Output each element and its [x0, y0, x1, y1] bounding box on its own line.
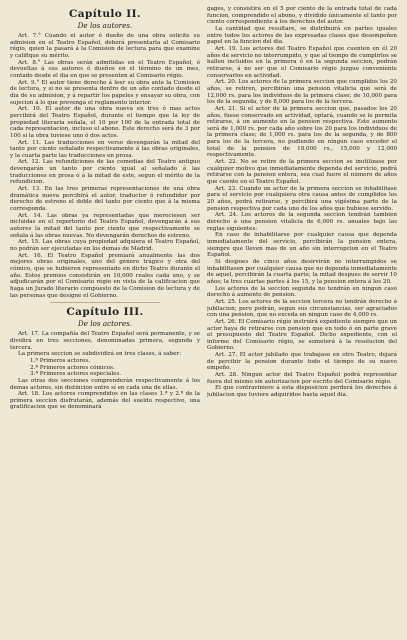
- list-item: 3.ª Primeros actores especiales.: [30, 371, 122, 378]
- class-list: [10, 358, 200, 378]
- paragraph: La cantidad que resultare, se distribuirá en partes iguales entre todos los actores de las expresadas clases que desempeñen papel en la funcion del dia.: [207, 25, 397, 46]
- article-18: Art. 18. Los actores comprendidos en las clases 1.ª y 2.ª de la primera seccion disfrutarán, además del sueldo respectivo, una gratificacion que se denominará: [10, 391, 200, 411]
- list-item: 1.ª Primeros actores.: [30, 357, 91, 364]
- article-13: Art. 13. En las tres primeras representaciones de una obra dramática nueva percibirá el autor, traductor ó refundidor por derecho de estreno el doble del tanto por ciento que á la misma corresponda.: [10, 186, 200, 213]
- article-8: Art. 8.° Las obras serán admitidas en el Teatro Español, ó devueltas á sus autores ó dueños en el término de un mes, contado desde el dia en que se presenten al Comisario régio.: [10, 59, 200, 79]
- article-18-continued: gages, y consistirá en el 5 por ciento de la entrada total de cada funcion, comprendido el abono, y dividido únicamente el tanto por ciento correspondiente á los derechos del autor.: [207, 6, 397, 26]
- article-22: Art. 22. No se retire de la primera seccion se inutilizase por cualquier motivo que inmediatamente dependa del servicio, podrá retirarse con la pension entera, sea cual fuere el número de años que cuente en el Teatro Español.: [207, 159, 397, 186]
- chapter-3-body: [10, 331, 200, 411]
- article-17: Art. 17. La compañía del Teatro Español será permanente, y se dividirá en tres secciones, denominadas primera, segunda y tercera.: [10, 331, 200, 351]
- article-16: Art. 16. El Teatro Español premiará anualmente las dos mejores obras originales, uno del género trágico y otra del cómico, que se hubieren representado en dicho Teatro durante el año. Estos premios consistirán en 10,000 reales cada uno, y se adjudicarán por el Comisario régio en vista de la calificacion que haga un Jurado literario compuesto de la Comision de lectura y de las personas que designe el Gobierno.: [10, 252, 200, 299]
- article-9: Art. 9.° El autor tiene derecho á leer su obra ante la Comision de lectura, y si no se presenta dentro de un año contado desde el dia de su admision, y á repartir los papeles y ensayar su obra, con sujecion á lo que prevenga el reglamento interior.: [10, 79, 200, 106]
- article-26: Art. 26. El Comisario régio instruirá expediente siempre que un actor haya de retirarse con pension que en todo ó en parte grave el presupuesto del Teatro Español. Dicho expediente, con el informe del Comisario régio, se someterá á la resolucion del Gobierno.: [207, 318, 397, 352]
- article-25: Art. 25. Los actores de la seccion tercera no tendrán derecho á jubilacion; pero podrán, segun sus circunstancias, ser agraciados con una pension, que no exceda en ningun caso de 4,000 rs.: [207, 298, 397, 319]
- chapter-2-title: Capítulo II.: [69, 8, 141, 20]
- right-column: [207, 6, 397, 634]
- article-21: Art. 21. Si el actor de la primera seccion que, pasados los 20 años, fuese conservado en actividad, optará, cuando se le permita retirarse, á un aumento en la pension respectiva. Este aumento será de 1,000 rs. por cada año sobre los 20 para los individuos de la primera clase; de 1,000 rs. para los de la segunda, y de 800 para los de la tercera, no pudiendo en ningun caso exceder el total de la pension de 18,000 rs., 15,000 y 12,000 respectivamente.: [207, 105, 397, 159]
- other-sections: Las otras dos secciones comprenderán respectivamente á los demas actores, sin distincion entre sí en cada una de ellas.: [10, 377, 200, 391]
- paragraph: El que contraviniere á esta disposicion perderá los derechos á jubilacion que tuviere adquiridos hasta aquel dia.: [207, 385, 397, 399]
- article-17-subdivision: La primera seccion se subdividirá en tres clases, á saber:: [18, 351, 181, 358]
- article-7: Art. 7.° Cuando el autor ó dueño de una obra solicite su admision en el Teatro Español, deberá presentarla al Comisario régio, quien la pasará á la Comision de lectura para que examine y califique su mérito.: [10, 33, 200, 59]
- paragraph: En caso de inhabilitarse por cualquier causa que dependa inmediatamente del servicio, percibirán la pension entera, siempre que lleven mas de un año sin interrupcion en el Teatro Español.: [207, 232, 397, 259]
- article-15: Art. 15. Las obras cuya propiedad adquiera el Teatro Español, no podrán ser ejecutadas en los demas de Madrid.: [10, 239, 200, 252]
- article-24: Art. 24. Los actores de la segunda seccion tendrán tambien derecho á una pension vitalicia de 6,000 rs. anuales bajo las reglas siguientes:: [207, 212, 397, 232]
- article-28: Art. 28. Ningun actor del Teatro Español podrá representar fuera del mismo sin autorizacion por escrito del Comisario régio.: [207, 372, 397, 385]
- section-divider: [50, 302, 160, 303]
- chapter-2-body: [10, 33, 200, 299]
- paragraph: Si despues de cinco años desirvirán no interrumpidos se inhabilitasen por cualquier causa que no dependa inmediatamente de aquel, percibirán la cuarta parte; la mitad despues de servir 10 años; la tres cuartas partes á los 15, y la pension entera á los 20.: [207, 258, 397, 285]
- list-item: 2.ª Primeros actores cómicos.: [30, 364, 115, 371]
- article-23: Art. 23. Cuando un actor de la primera seccion se inhabilitase para el servicio por cualquiera otra causa antes de cumplidos los 20 años, podrá retirarse, y percibirá una vigésima parte de la pension respectiva por cada uno de los años que hubiese servido.: [207, 185, 397, 212]
- left-column: [10, 6, 200, 634]
- chapter-3-subtitle: De los actores.: [77, 319, 133, 329]
- article-10: Art. 10. El autor de una obra nueva en tres ó mas actos percibirá del Teatro Español, durante el tiempo que la ley de propiedad literaria señala, el 10 por 100 de la entrada total de cada representacion, incluso el abono. Este derecho será de 3 por 100 si la obra tuviese uno ó dos actos.: [10, 106, 200, 139]
- article-12: Art. 12. Las refundiciones de las comedias del Teatro antiguo devengarán un tanto por ciento igual al señalado á las traducciones en prosa ó á la mitad de este, segun el mérito de la refundicion.: [10, 159, 200, 186]
- article-27: Art. 27. El actor jubilado que trabajase en otro Teatro, dejará de percibir la pension durante todo el tiempo de su nuevo empeño.: [207, 352, 397, 372]
- article-19: Art. 19. Los actores del Teatro Español que cuenten en él 20 años de servicio no interrumpido, y que al tiempo de cumplirlos se hallen incluidos en la primera ó en la segunda seccion, podrán retirarse, á no ser que el Comisario régio juzgue conveniente conservarlos en actividad.: [207, 45, 397, 79]
- article-20: Art. 20. Los actores de la primera seccion que cumplidos los 20 años, se retiren, percibirán una pension vitalicia que será de 12,000 rs. para los individuos de la primera clase; de 10,000 para los de la segunda, y de 8,000 para los de la tercera.: [207, 79, 397, 106]
- article-11: Art. 11. Las traducciones en verso devengarán la mitad del tanto por ciento señalado respectivamente á las obras originales, y la cuarta parte las traducciones en prosa.: [10, 139, 200, 159]
- paragraph: Los actores de la seccion segunda no tendrán en ningun caso derecho á aumento de pension.: [207, 285, 397, 299]
- article-14: Art. 14. Las obras ya representadas que mereciesen ser incluidas en el repertorio del Teatro Español, devengarán á sus autores la mitad del tanto por ciento que respectivamente se señala á las obras nuevas. No devengarán derechos de estreno.: [10, 212, 200, 239]
- chapter-3-title: Capítulo III.: [66, 306, 144, 319]
- chapter-2-subtitle: De los autores.: [77, 21, 133, 30]
